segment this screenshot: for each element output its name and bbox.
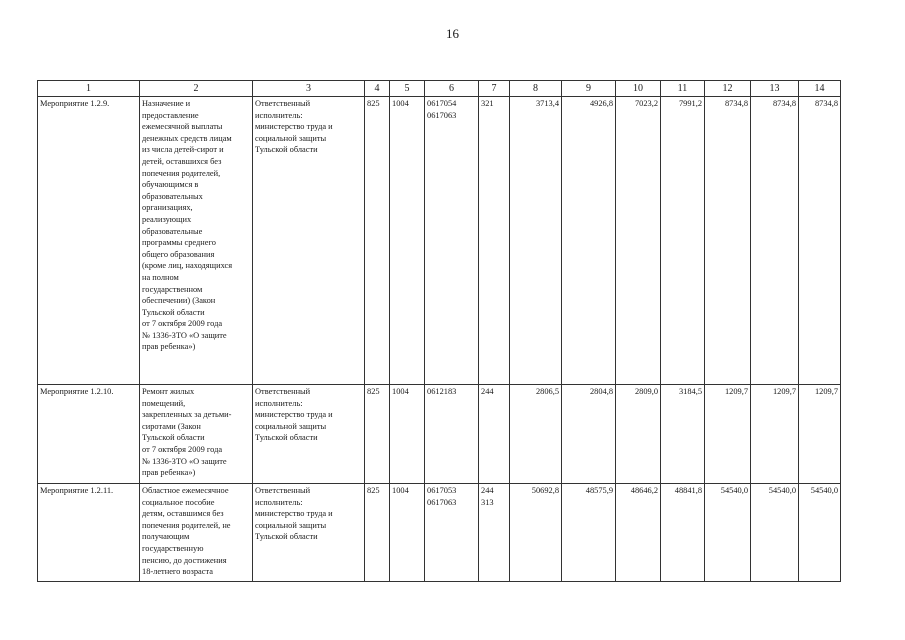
cell-col-13: 8734,8 bbox=[751, 97, 799, 385]
cell-col-4: 825 bbox=[365, 385, 390, 484]
cell-col-9: 48575,9 bbox=[562, 484, 616, 582]
cell-col-9: 2804,8 bbox=[562, 385, 616, 484]
cell-col-11: 3184,5 bbox=[661, 385, 705, 484]
page-number: 16 bbox=[446, 26, 459, 41]
cell-col-6: 0617053 0617063 bbox=[425, 484, 479, 582]
column-header: 12 bbox=[705, 81, 751, 97]
cell-col-7: 321 bbox=[479, 97, 510, 385]
column-header: 9 bbox=[562, 81, 616, 97]
cell-col-12: 8734,8 bbox=[705, 97, 751, 385]
cell-col-11: 48841,8 bbox=[661, 484, 705, 582]
table-row bbox=[38, 97, 841, 385]
cell-col-9: 4926,8 bbox=[562, 97, 616, 385]
cell-col-10: 7023,2 bbox=[616, 97, 661, 385]
activity-executor: Ответственный исполнитель: министерство труда и социальной защиты Тульской области bbox=[253, 484, 365, 582]
column-header: 4 bbox=[365, 81, 390, 97]
activity-executor: Ответственный исполнитель: министерство труда и социальной защиты Тульской области bbox=[253, 385, 365, 484]
column-header: 10 bbox=[616, 81, 661, 97]
cell-col-14: 54540,0 bbox=[799, 484, 841, 582]
activity-description: Назначение и предоставление ежемесячной выплаты денежных средств лицам из числа детей-сирот и детей, оставшихся без попечения родителей, обучающимся в образовательных организациях, реализующих образовательные программы среднего общего образования (кроме лиц, находящихся на полном государственном обеспечении) (Закон Тульской области от 7 октября 2009 года № 1336-ЗТО «О защите прав ребенка») bbox=[140, 97, 253, 385]
table-row bbox=[38, 484, 841, 582]
table-row bbox=[38, 385, 841, 484]
cell-col-10: 48646,2 bbox=[616, 484, 661, 582]
column-header: 13 bbox=[751, 81, 799, 97]
cell-col-4: 825 bbox=[365, 484, 390, 582]
cell-col-6: 0617054 0617063 bbox=[425, 97, 479, 385]
column-header: 11 bbox=[661, 81, 705, 97]
cell-col-5: 1004 bbox=[390, 484, 425, 582]
column-header: 14 bbox=[799, 81, 841, 97]
cell-col-5: 1004 bbox=[390, 97, 425, 385]
cell-col-8: 3713,4 bbox=[510, 97, 562, 385]
cell-col-13: 1209,7 bbox=[751, 385, 799, 484]
activity-id: Мероприятие 1.2.9. bbox=[38, 97, 140, 385]
column-header: 2 bbox=[140, 81, 253, 97]
header-row bbox=[38, 81, 841, 97]
column-header: 1 bbox=[38, 81, 140, 97]
column-header: 7 bbox=[479, 81, 510, 97]
activity-description: Ремонт жилых помещений, закрепленных за детьми- сиротами (Закон Тульской области от 7 октября 2009 года № 1336-ЗТО «О защите прав ребенка») bbox=[140, 385, 253, 484]
cell-col-12: 1209,7 bbox=[705, 385, 751, 484]
cell-col-5: 1004 bbox=[390, 385, 425, 484]
cell-col-8: 2806,5 bbox=[510, 385, 562, 484]
cell-col-13: 54540,0 bbox=[751, 484, 799, 582]
column-header: 3 bbox=[253, 81, 365, 97]
cell-col-11: 7991,2 bbox=[661, 97, 705, 385]
cell-col-14: 1209,7 bbox=[799, 385, 841, 484]
cell-col-8: 50692,8 bbox=[510, 484, 562, 582]
cell-col-14: 8734,8 bbox=[799, 97, 841, 385]
activity-id: Мероприятие 1.2.10. bbox=[38, 385, 140, 484]
column-header: 8 bbox=[510, 81, 562, 97]
cell-col-4: 825 bbox=[365, 97, 390, 385]
column-header: 5 bbox=[390, 81, 425, 97]
cell-col-6: 0612183 bbox=[425, 385, 479, 484]
cell-col-12: 54540,0 bbox=[705, 484, 751, 582]
activity-executor: Ответственный исполнитель: министерство труда и социальной защиты Тульской области bbox=[253, 97, 365, 385]
cell-col-7: 244 313 bbox=[479, 484, 510, 582]
program-table bbox=[37, 80, 841, 582]
column-header: 6 bbox=[425, 81, 479, 97]
cell-col-7: 244 bbox=[479, 385, 510, 484]
cell-col-10: 2809,0 bbox=[616, 385, 661, 484]
activity-description: Областное ежемесячное социальное пособие детям, оставшимся без попечения родителей, не получающим государственную пенсию, до достижения 18-летнего возраста bbox=[140, 484, 253, 582]
activity-id: Мероприятие 1.2.11. bbox=[38, 484, 140, 582]
